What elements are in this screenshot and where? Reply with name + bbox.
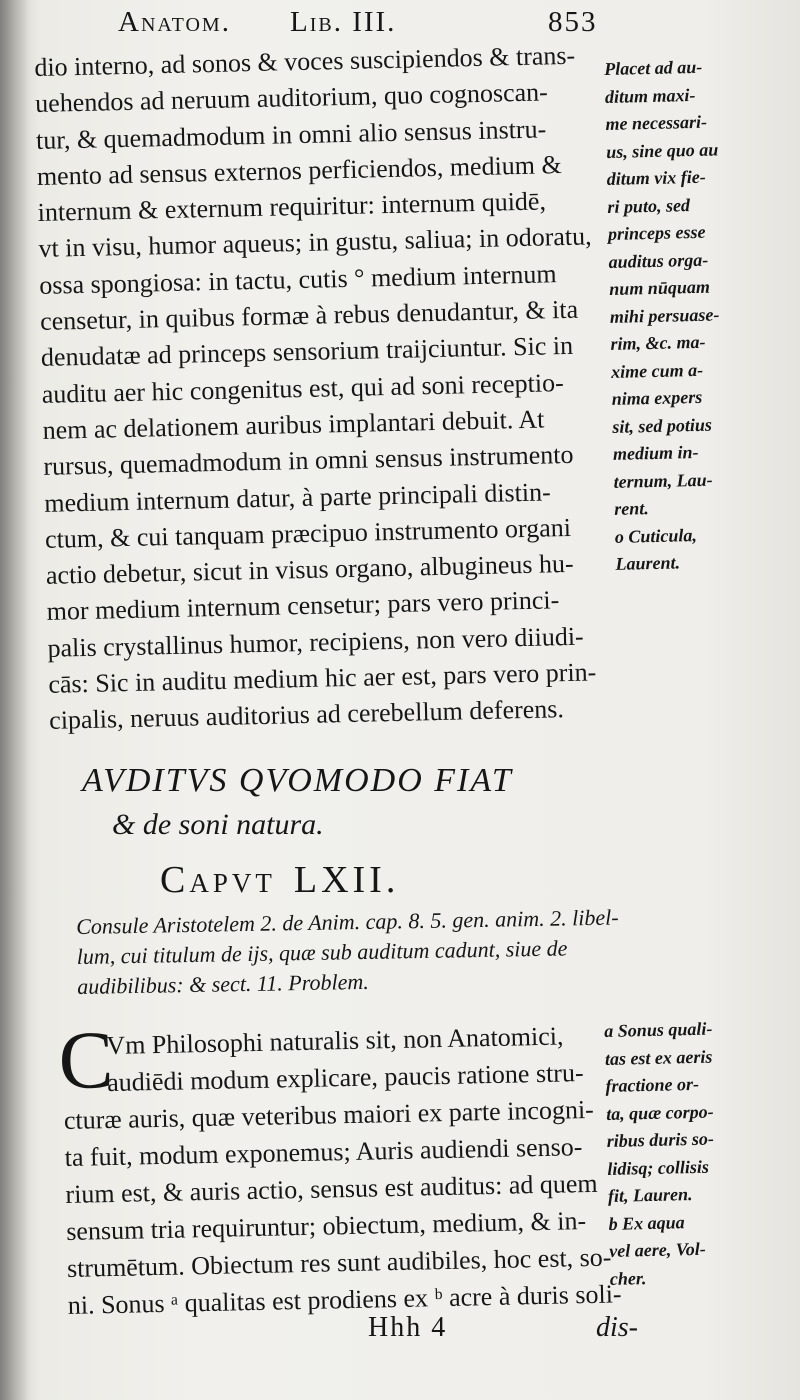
marginal-line: nima expers [611,386,703,409]
text-line: internum & externum requiritur: internum quidē, [37,186,547,228]
text-line: ni. Sonus ᵃ qualitas est prodiens ex ᵇ acre à duris soli- [67,1279,622,1320]
marginal-line: a Sonus quali- [604,1018,713,1041]
running-head-book: Lib. III. [290,6,397,38]
marginal-line: ternum, Lau- [613,469,713,492]
text-line: cipalis, neruus auditorius ad cerebellum deferens. [48,694,565,736]
text-line: denudatæ ad princeps sensorium traijciuntur. Sic in [40,331,574,373]
reference-line: Consule Aristotelem 2. de Anim. cap. 8. 5. gen. anim. 2. libel- [76,904,619,939]
chapter-body-text [57,1013,628,1324]
marginal-line: ta, quæ corpo- [605,1101,714,1124]
marginal-line: sit, sed potius [612,414,713,437]
marginal-line: lidisq; collisis [607,1156,710,1179]
text-line: mor medium internum censetur; pars vero princi- [46,585,560,627]
text-line: nem ac delationem auribus implantari debuit. At [42,404,545,445]
marginal-line: ditum maxi- [604,84,696,107]
marginal-line: rent. [614,498,650,519]
text-line: cās: Sic in auditu medium hic aer est, pars vero prin- [48,657,597,699]
marginal-note-bottom [604,1014,800,1293]
marginal-line: xime cum a- [610,359,704,382]
page-number: 853 [548,6,598,38]
drop-cap: C [57,1013,115,1107]
text-line: uehendos ad neruum auditorium, quo cognoscan- [34,77,549,119]
marginal-line: fit, Lauren. [607,1184,693,1206]
text-line: vt in visu, humor aqueus; in gustu, saliua; in odoratu, [38,221,592,264]
marginal-line: o Cuticula, [614,524,698,547]
text-line: ctum, & cui tanquam præcipuo instrumento organi [44,512,572,554]
text-line: strumētum. Obiectum res sunt audibiles, hoc est, so- [66,1242,612,1283]
marginal-line: num nūquam [609,276,711,299]
chapter-subtitle: & de soni natura. [112,808,324,841]
marginal-line: ditum vix fie- [606,166,706,189]
marginal-line: Placet ad au- [604,56,703,79]
marginal-line: cher. [609,1267,647,1289]
marginal-line: b Ex aqua [608,1211,685,1234]
text-line: ossa spongiosa: in tactu, cutis ° medium internum [39,258,557,300]
marginal-line: ribus duris so- [606,1128,715,1151]
caput-number: LXII. [293,859,400,901]
marginal-line: tas est ex aeris [604,1046,713,1069]
main-text-block [34,37,623,739]
chapter-number [160,858,399,902]
text-line: rium est, & auris actio, sensus est auditus: ad quem [65,1168,598,1209]
marginal-line: fractione or- [605,1073,700,1096]
reference-line: audibilibus: & sect. 11. Problem. [77,968,369,999]
catchword: dis- [596,1312,638,1343]
marginal-line: princeps esse [607,221,706,244]
gutter-shadow [0,0,30,1400]
marginal-line: us, sine quo au [605,138,719,162]
caput-label: Capvt [160,859,276,901]
text-line: rursus, quemadmodum in omni sensus instrumento [43,440,574,482]
marginal-note-top [604,52,800,579]
chapter-title: AVDITVS QVOMODO FIAT [82,762,513,799]
reference-line: lum, cui titulum de ijs, quæ sub auditum cadunt, siue de [76,935,568,969]
marginal-line: medium in- [612,441,699,464]
text-line: tur, & quemadmodum in omni alio sensus instru- [35,113,547,155]
marginal-line: mihi persuase- [609,303,720,327]
signature-mark: Hhh 4 [368,1312,448,1343]
text-line: sensum tria requiruntur; obiectum, medium, & in- [65,1206,587,1246]
marginal-line: me necessari- [605,111,708,134]
text-line: actio debetur, sicut in visus organo, albugineus hu- [45,549,574,591]
marginal-line: Laurent. [615,552,681,574]
text-line: auditu aer hic congenitus est, qui ad soni receptio- [41,367,565,409]
text-line: Vm Philosophi naturalis sit, non Anatomici, [106,1021,564,1061]
text-line: audiēdi modum explicare, paucis ratione stru- [106,1058,584,1098]
text-line: dio interno, ad sonos & voces suscipiendos & trans- [34,40,576,82]
text-line: medium internum datur, à parte principali distin- [43,476,552,518]
text-line: ta fuit, modum exponemus; Auris audiendi senso- [64,1132,583,1172]
chapter-reference-note [76,903,617,1002]
text-line: cturæ auris, quæ veteribus maiori ex parte incogni- [63,1094,595,1135]
running-head-title: Anatom. [118,6,231,38]
marginal-line: vel aere, Vol- [609,1238,706,1261]
text-line: mento ad sensus externos perficiendos, medium & [36,149,563,191]
marginal-line: rim, &c. ma- [610,331,706,354]
text-line: palis crystallinus humor, recipiens, non vero diiudi- [47,621,584,663]
text-line: censetur, in quibus formæ à rebus denudantur, & ita [39,294,579,337]
marginal-line: ri puto, sed [607,194,691,217]
marginal-line: auditus orga- [608,249,709,272]
